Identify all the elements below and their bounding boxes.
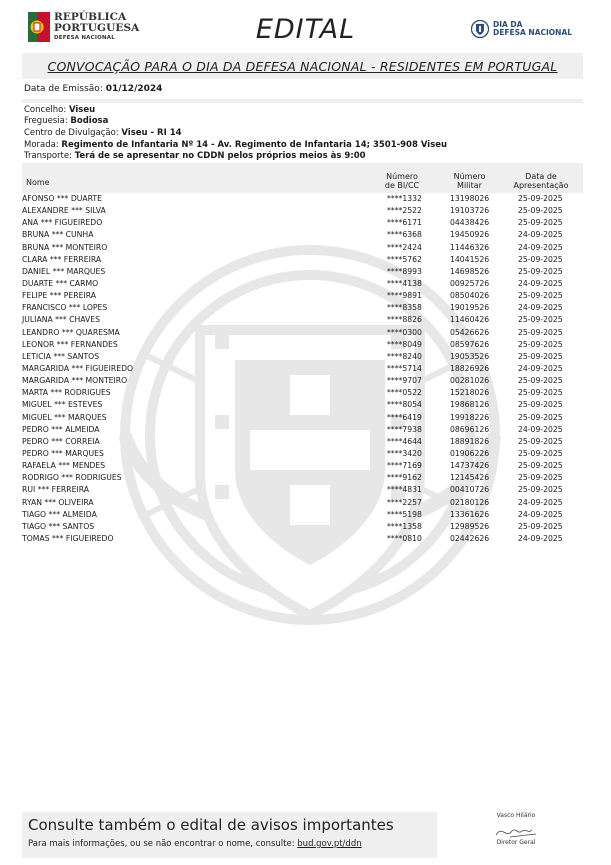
cell-bi: ****6419 [387,412,422,422]
morada-row [24,140,447,150]
header-bi [377,172,427,190]
table-row [22,255,583,267]
cell-military-number: 19918226 [450,412,490,422]
cell-date: 25-09-2025 [518,485,563,495]
cell-name: DANIEL *** MARQUES [22,266,106,276]
cell-military-number: 01906226 [450,448,490,458]
table-row [22,340,583,352]
table-row [22,400,583,412]
cell-name: MARGARIDA *** FIGUEIREDO [22,363,134,373]
header-date-line1: Data de [525,172,557,181]
table-row [22,534,583,546]
cell-bi: ****9162 [387,473,422,483]
cell-bi: ****0300 [387,327,422,337]
table-row [22,352,583,364]
cell-bi: ****5714 [387,363,422,373]
cell-military-number: 08696126 [450,424,490,434]
cell-name: BRUNA *** CUNHA [22,230,94,240]
table-row [22,230,583,242]
table-row [22,510,583,522]
cell-date: 25-09-2025 [518,351,563,361]
cell-bi: ****5198 [387,509,422,519]
cell-name: MIGUEL *** MARQUES [22,412,107,422]
header-mil-line2: Militar [457,181,482,191]
defesa-nacional-shield-icon [471,19,489,39]
cell-military-number: 12989526 [450,521,490,531]
cell-bi: ****5762 [387,254,422,264]
cell-date: 24-09-2025 [518,509,563,519]
location-info [22,103,583,163]
table-row [22,498,583,510]
cell-date: 25-09-2025 [518,266,563,276]
table-header [22,172,583,193]
cell-military-number: 08504026 [450,291,490,301]
table-row [22,218,583,230]
header-bi-line1: Número [386,172,418,181]
cell-name: ALEXANDRE *** SILVA [22,206,106,216]
cell-date: 24-09-2025 [518,424,563,434]
cell-bi: ****4831 [387,485,422,495]
table-row [22,206,583,218]
cell-name: FRANCISCO *** LOPES [22,303,108,313]
footer-link[interactable]: bud.gov.pt/ddn [297,839,362,849]
footer-info [28,839,362,849]
dia-defesa-nacional-logo [471,19,572,39]
cell-name: RUI *** FERREIRA [22,485,90,495]
cell-date: 25-09-2025 [518,448,563,458]
cell-bi: ****0810 [387,533,422,543]
table-row [22,194,583,206]
cell-name: RYAN *** OLIVEIRA [22,497,94,507]
cell-name: TOMAS *** FIGUEIREDO [22,533,114,543]
transporte-label: Transporte: [24,151,72,161]
centro-label: Centro de Divulgação: [24,128,119,138]
cell-date: 25-09-2025 [518,412,563,422]
right-logo-line-1: DIA DA [493,19,523,29]
cell-military-number: 13198026 [450,194,490,203]
table-row [22,425,583,437]
cell-date: 25-09-2025 [518,400,563,410]
cell-bi: ****0522 [387,388,422,398]
cell-date: 25-09-2025 [518,436,563,446]
cell-bi: ****3420 [387,448,422,458]
cell-military-number: 13361626 [450,509,490,519]
cell-name: LEONOR *** FERNANDES [22,339,118,349]
morada-value: Regimento de Infantaria Nº 14 - Av. Regimento de Infantaria 14; 3501-908 Viseu [61,140,448,150]
cell-military-number: 19053526 [450,351,490,361]
cell-name: PEDRO *** MARQUES [22,448,104,458]
cell-bi: ****9891 [387,291,422,301]
table-row [22,279,583,291]
table-row [22,376,583,388]
divider [22,163,583,172]
cell-date: 24-09-2025 [518,497,563,507]
cell-military-number: 18826926 [450,363,490,373]
cell-date: 25-09-2025 [518,194,563,203]
freguesia-row [24,116,108,126]
cell-name: AFONSO *** DUARTE [22,194,102,203]
cell-name: PEDRO *** ALMEIDA [22,424,100,434]
freguesia-value: Bodiosa [70,116,109,126]
cell-name: RODRIGO *** RODRIGUES [22,473,122,483]
morada-label: Morada: [24,140,59,150]
page-title: EDITAL [255,14,356,45]
cell-date: 24-09-2025 [518,303,563,313]
cell-date: 25-09-2025 [518,339,563,349]
handwritten-signature [492,821,542,841]
cell-name: MARTA *** RODRIGUES [22,388,111,398]
logo-line-3: DEFESA NACIONAL [54,35,115,42]
concelho-label: Concelho: [24,105,67,115]
concelho-row [24,105,95,115]
cell-name: CLARA *** FERREIRA [22,254,102,264]
cell-bi: ****7169 [387,461,422,471]
cell-name: TIAGO *** ALMEIDA [22,509,97,519]
cell-bi: ****1332 [387,194,422,203]
centro-value: Viseu - RI 14 [121,128,182,138]
table-row [22,522,583,534]
cell-date: 25-09-2025 [518,521,563,531]
table-row [22,473,583,485]
cell-military-number: 08597626 [450,339,490,349]
transporte-value: Terá de se apresentar no CDDN pelos próprios meios às 9:00 [74,151,366,161]
cell-bi: ****2257 [387,497,422,507]
emission-date-value: 01/12/2024 [105,84,163,94]
header-date [505,172,577,190]
cell-military-number: 18891826 [450,436,490,446]
cell-name: BRUNA *** MONTEIRO [22,242,108,252]
cell-bi: ****2522 [387,206,422,216]
cell-bi: ****8358 [387,303,422,313]
cell-name: TIAGO *** SANTOS [22,521,95,531]
header-mil-line1: Número [453,172,486,181]
cell-name: LETICIA *** SANTOS [22,351,100,361]
logo-line-1: REPÚBLICA [54,11,127,24]
table-row [22,303,583,315]
right-logo-line-2: DEFESA NACIONAL [493,28,573,37]
cell-name: JULIANA *** CHAVES [22,315,101,325]
cell-military-number: 02442626 [450,533,490,543]
table-row [22,485,583,497]
centro-row [24,128,182,138]
cell-military-number: 19103726 [450,206,490,216]
header-date-line2: Apresentação [513,181,569,191]
banner-title: CONVOCAÇÃO PARA O DIA DA DEFESA NACIONAL - RESIDENTES EM PORTUGAL [47,59,558,74]
logo-line-2: PORTUGUESA [54,21,140,34]
transporte-row [24,151,366,161]
freguesia-label: Freguesia: [24,116,68,126]
cell-military-number: 00925726 [450,278,490,288]
cell-bi: ****6171 [387,218,422,228]
table-row [22,291,583,303]
footer-notice [22,812,437,858]
cell-military-number: 14737426 [450,461,490,471]
cell-name: DUARTE *** CARMO [22,278,99,288]
cell-bi: ****8240 [387,351,422,361]
table-row [22,413,583,425]
header-name: Nome [26,178,50,187]
cell-date: 24-09-2025 [518,230,563,240]
table-row [22,267,583,279]
cell-date: 25-09-2025 [518,315,563,325]
cell-date: 24-09-2025 [518,363,563,373]
cell-military-number: 14698526 [450,266,490,276]
cell-name: MIGUEL *** ESTEVES [22,400,103,410]
cell-date: 24-09-2025 [518,278,563,288]
cell-date: 25-09-2025 [518,206,563,216]
emission-date [24,84,162,94]
cell-military-number: 15218026 [450,388,490,398]
cell-date: 25-09-2025 [518,218,563,228]
cell-date: 24-09-2025 [518,242,563,252]
cell-bi: ****9707 [387,376,422,386]
cell-military-number: 00410726 [450,485,490,495]
cell-military-number: 11460426 [450,315,490,325]
cell-date: 25-09-2025 [518,327,563,337]
convocation-table [22,194,583,546]
signature-block [476,812,556,846]
header-mil [442,172,497,190]
cell-military-number: 19450926 [450,230,490,240]
cell-bi: ****1358 [387,521,422,531]
table-row [22,364,583,376]
table-row [22,328,583,340]
cell-name: ANA *** FIGUEIREDO [22,218,103,228]
cell-name: FELIPE *** PEREIRA [22,291,96,301]
emission-date-label: Data de Emissão: [24,84,103,94]
cell-military-number: 00281026 [450,376,490,386]
table-row [22,437,583,449]
table-row [22,449,583,461]
convocation-banner [22,53,583,79]
cell-name: PEDRO *** CORREIA [22,436,100,446]
cell-date: 25-09-2025 [518,461,563,471]
concelho-value: Viseu [68,105,96,115]
cell-bi: ****6368 [387,230,422,240]
cell-date: 25-09-2025 [518,473,563,483]
cell-date: 25-09-2025 [518,388,563,398]
cell-military-number: 11446326 [450,242,490,252]
cell-bi: ****4644 [387,436,422,446]
cell-date: 25-09-2025 [518,376,563,386]
cell-military-number: 14041526 [450,254,490,264]
cell-military-number: 12145426 [450,473,490,483]
footer-headline: Consulte também o edital de avisos importantes [28,816,394,834]
footer-info-text: Para mais informações, ou se não encontrar o nome, consulte: [28,839,298,849]
cell-bi: ****8826 [387,315,422,325]
cell-bi: ****4138 [387,278,422,288]
table-row [22,388,583,400]
cell-name: MARGARIDA *** MONTEIRO [22,376,128,386]
table-row [22,315,583,327]
header-bi-line2: de BI/CC [384,181,420,191]
cell-bi: ****8054 [387,400,422,410]
cell-bi: ****8993 [387,266,422,276]
cell-military-number: 04438426 [450,218,490,228]
table-row [22,461,583,473]
cell-military-number: 02180126 [450,497,490,507]
table-row [22,243,583,255]
cell-military-number: 19868126 [450,400,490,410]
cell-bi: ****2424 [387,242,422,252]
cell-military-number: 05426626 [450,327,490,337]
cell-bi: ****8049 [387,339,422,349]
cell-date: 24-09-2025 [518,533,563,543]
cell-date: 25-09-2025 [518,291,563,301]
signatory-name: Vasco Hilário [496,812,536,819]
cell-name: LEANDRO *** QUARESMA [22,327,120,337]
cell-date: 25-09-2025 [518,254,563,264]
cell-name: RAFAELA *** MENDES [22,461,106,471]
cell-bi: ****7938 [387,424,422,434]
signatory-title: Diretor Geral [496,839,536,846]
cell-military-number: 19019526 [450,303,490,313]
